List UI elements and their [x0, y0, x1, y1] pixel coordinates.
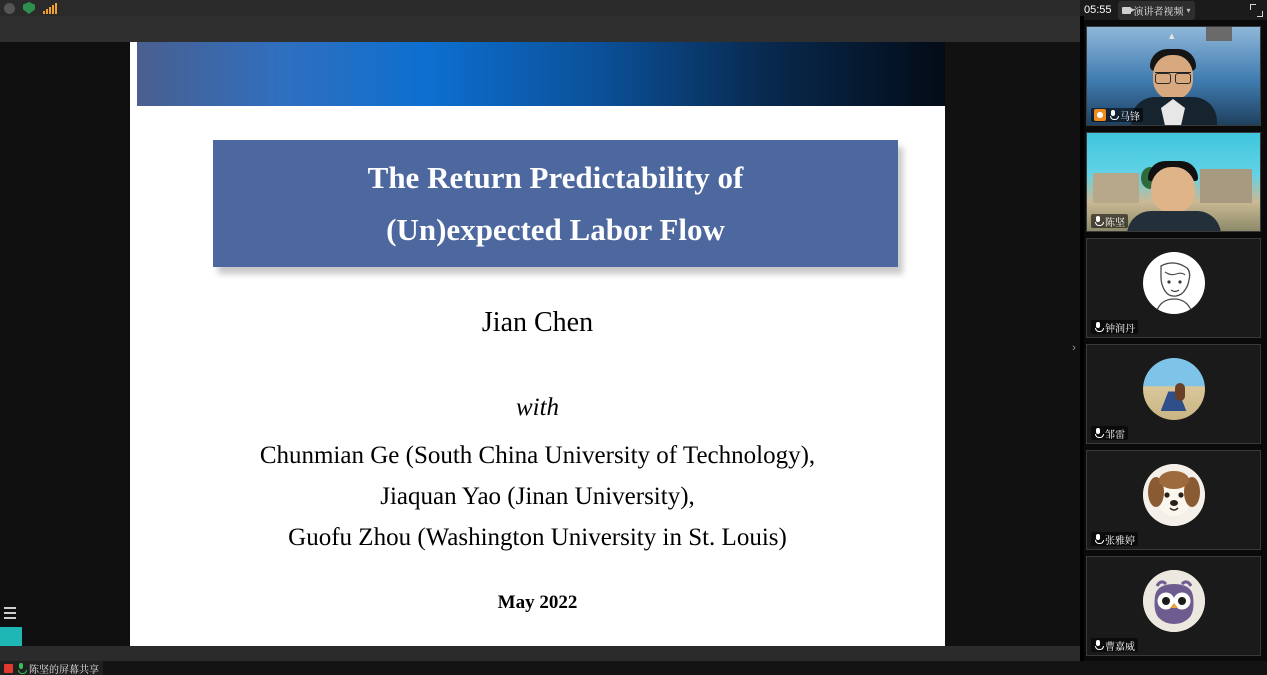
host-badge-icon [1094, 109, 1106, 121]
video-background-building-left [1093, 173, 1139, 203]
slide-coauthors [130, 435, 945, 558]
filmstrip-divider [1080, 16, 1084, 661]
participant-tile[interactable] [1086, 238, 1261, 338]
meeting-clock: 05:55 [1084, 4, 1112, 16]
coauthor-line: Jiaquan Yao (Jinan University), [380, 483, 695, 510]
participant-name: 陈坚 [1105, 217, 1125, 229]
slide-title-box [213, 140, 898, 267]
participant-name-badge [1091, 532, 1138, 546]
list-menu-icon[interactable] [4, 607, 18, 619]
participant-filmstrip [1086, 26, 1267, 661]
participant-tile[interactable] [1086, 344, 1261, 444]
avatar [1143, 358, 1205, 420]
expand-icon[interactable] [1250, 4, 1263, 17]
chevron-down-icon[interactable]: ▾ [1186, 5, 1191, 15]
slide-header-band [137, 42, 945, 106]
participant-tile[interactable] [1086, 450, 1261, 550]
video-layout-label: 演讲者视频 [1133, 6, 1184, 18]
shield-icon [23, 2, 35, 14]
screen-share-indicator[interactable] [0, 661, 103, 675]
participant-name: 张雅婷 [1105, 535, 1135, 547]
presentation-slide [130, 42, 945, 672]
line-art-portrait-icon [1143, 252, 1205, 314]
mic-icon [1094, 428, 1102, 439]
host-taskbar [0, 661, 1267, 675]
participant-name: 马锋 [1120, 111, 1140, 123]
participant-name-badge [1091, 638, 1138, 652]
shared-screen-region[interactable] [0, 16, 1080, 661]
shared-window-titlebar [0, 16, 1080, 42]
avatar-person-shape [1175, 383, 1185, 401]
camera-icon [1122, 7, 1131, 14]
video-person-body [1127, 211, 1221, 232]
participant-name: 邹雷 [1105, 429, 1125, 441]
chevron-up-icon: ▴ [1169, 30, 1175, 42]
slide-with-label: with [515, 394, 560, 421]
owl-cartoon-icon [1143, 570, 1205, 632]
mic-icon [1094, 534, 1102, 545]
video-background-detail [1206, 27, 1232, 41]
stop-share-icon[interactable] [4, 664, 13, 673]
mic-icon [1094, 640, 1102, 651]
participant-name-badge [1091, 320, 1138, 334]
slide-title-line-1: The Return Predictability of [367, 159, 744, 195]
screen-share-label: 陈坚的屏幕共享 [29, 664, 99, 675]
avatar [1143, 252, 1205, 314]
participant-name-badge [1091, 426, 1128, 440]
participant-tile[interactable] [1086, 132, 1261, 232]
record-dot-icon [4, 3, 15, 14]
collapse-filmstrip-handle[interactable]: › [1072, 342, 1076, 354]
participant-name: 钟润丹 [1105, 323, 1135, 335]
signal-bars-icon [43, 3, 57, 14]
mic-icon [1094, 216, 1102, 227]
avatar [1143, 570, 1205, 632]
mic-icon [1094, 322, 1102, 333]
shared-desktop-left-rail [0, 42, 130, 646]
video-background-building-right [1200, 169, 1252, 203]
mic-active-icon [17, 663, 25, 673]
video-layout-selector[interactable] [1118, 1, 1195, 20]
coauthor-line: Guofu Zhou (Washington University in St. Louis) [288, 524, 787, 551]
avatar [1143, 464, 1205, 526]
participant-tile[interactable] [1086, 26, 1261, 126]
slide-date: May 2022 [497, 592, 578, 613]
participant-tile[interactable] [1086, 556, 1261, 656]
shared-desktop-system-bar [0, 0, 1080, 16]
slide-title-line-2: (Un)expected Labor Flow [386, 211, 725, 247]
shared-desktop-taskbar [0, 646, 1080, 661]
video-person-head [1151, 167, 1195, 213]
meeting-top-bar [1080, 0, 1267, 20]
slide-author: Jian Chen [481, 307, 594, 338]
participant-name-badge [1091, 108, 1143, 122]
participant-name-badge [1091, 214, 1128, 228]
mic-icon [1109, 110, 1117, 121]
dog-photo-icon [1143, 464, 1205, 526]
shared-desktop-accent-block [0, 627, 22, 646]
glasses-icon [1155, 72, 1191, 81]
participant-name: 曹嘉威 [1105, 641, 1135, 653]
coauthor-line: Chunmian Ge (South China University of Technology), [259, 442, 816, 469]
